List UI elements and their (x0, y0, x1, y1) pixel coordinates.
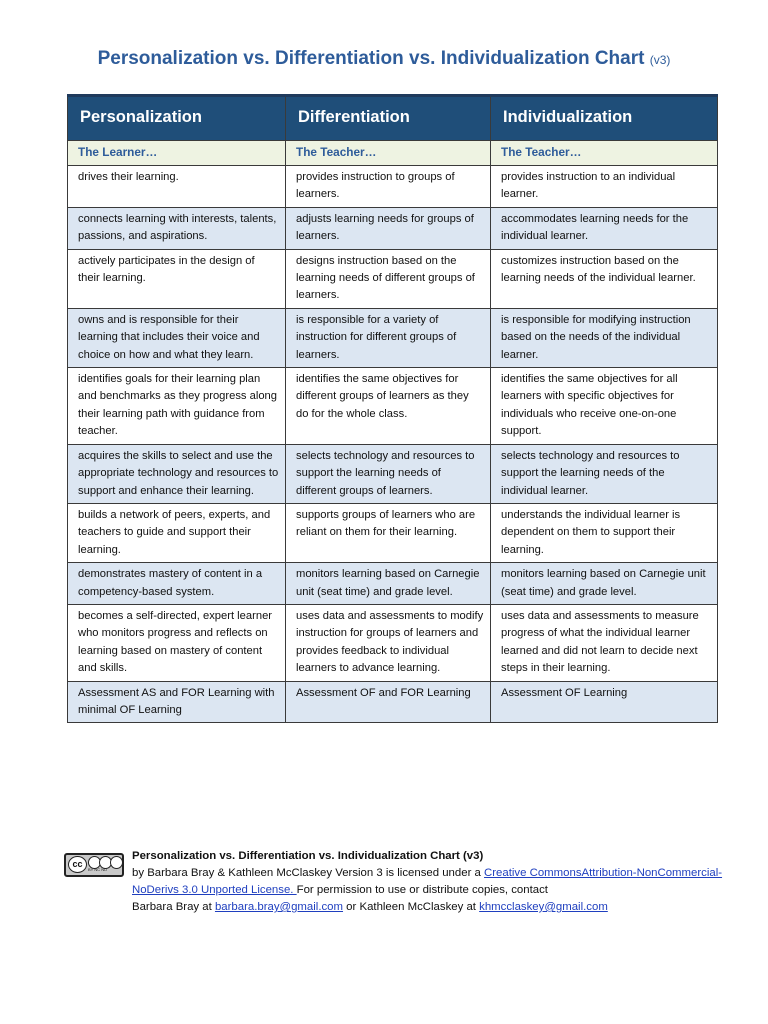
license-footer (64, 845, 724, 915)
table-cell: supports groups of learners who are reliant on them for their learning. (286, 503, 491, 562)
creative-commons-badge-icon (64, 853, 124, 877)
header-differentiation: Differentiation (286, 96, 491, 141)
subheader-cell: The Teacher… (491, 141, 718, 166)
table-cell: accommodates learning needs for the individual learner. (491, 207, 718, 249)
assessment-cell: Assessment OF Learning (491, 681, 718, 723)
table-cell: becomes a self-directed, expert learner who monitors progress and reflects on learning based on mastery of content and skills. (68, 604, 286, 681)
table-cell: is responsible for modifying instruction based on the needs of the individual learner. (491, 308, 718, 367)
contact-prefix: Barbara Bray at (132, 901, 215, 913)
license-prefix: by Barbara Bray & Kathleen McClaskey Version 3 is licensed under a (132, 867, 485, 879)
table-cell: customizes instruction based on the learning needs of the individual learner. (491, 249, 718, 308)
table-cell: monitors learning based on Carnegie unit (seat time) and grade level. (491, 563, 718, 605)
permission-text: For permission to use or distribute copies, contact (296, 884, 548, 896)
document-title (0, 48, 768, 70)
title-version: (v3) (649, 53, 671, 67)
subheader-cell: The Teacher… (286, 141, 491, 166)
comparison-table (67, 94, 718, 723)
table-cell: identifies the same objectives for different groups of learners as they do for the whole class. (286, 368, 491, 445)
cc-symbol: cc (68, 856, 87, 873)
table-cell: connects learning with interests, talents, passions, and aspirations. (68, 207, 286, 249)
header-personalization: Personalization (68, 96, 286, 141)
table-cell: provides instruction to an individual learner. (491, 166, 718, 208)
table-row (68, 503, 718, 562)
cc-badge-text: BY NC ND (88, 867, 108, 872)
table-cell: acquires the skills to select and use the appropriate technology and resources to support and enhance their learning. (68, 444, 286, 503)
table-cell: actively participates in the design of their learning. (68, 249, 286, 308)
license-body (132, 865, 724, 899)
table-cell: demonstrates mastery of content in a competency-based system. (68, 563, 286, 605)
email-link-barbara[interactable]: barbara.bray@gmail.com (214, 901, 344, 913)
table-cell: uses data and assessments to modify instruction for groups of learners and provides feedback to individual learners to advance learning. (286, 604, 491, 681)
email-link-kathleen[interactable]: khmcclaskey@gmail.com (479, 901, 608, 913)
assessment-cell: Assessment OF and FOR Learning (286, 681, 491, 723)
table-row (68, 604, 718, 681)
table-row (68, 249, 718, 308)
license-text (132, 848, 724, 916)
license-link[interactable]: Creative CommonsAttribution-NonCommercial-NoDerivs 3.0 Unported License. (132, 867, 723, 896)
table-cell: understands the individual learner is dependent on them to support their learning. (491, 503, 718, 562)
table-row (68, 563, 718, 605)
license-heading: Personalization vs. Differentiation vs. Individualization Chart (v3) (132, 850, 484, 862)
table-row (68, 368, 718, 445)
table-row (68, 166, 718, 208)
table-cell: is responsible for a variety of instruction for different groups of learners. (286, 308, 491, 367)
subheader-cell: The Learner… (68, 141, 286, 166)
table-cell: identifies the same objectives for all learners with specific objectives for individuals who receive one-on-one support. (491, 368, 718, 445)
title-text: Personalization vs. Differentiation vs. Individualization Chart (97, 48, 645, 69)
table-cell: uses data and assessments to measure progress of what the individual learner learned and did not learn to decide next steps in their learning. (491, 604, 718, 681)
table-cell: selects technology and resources to support the learning needs of different groups of learners. (286, 444, 491, 503)
table-cell: identifies goals for their learning plan and benchmarks as they progress along their learning path with guidance from teacher. (68, 368, 286, 445)
table-cell: drives their learning. (68, 166, 286, 208)
noderivs-icon (110, 856, 123, 869)
table-row (68, 444, 718, 503)
table-cell: provides instruction to groups of learners. (286, 166, 491, 208)
table-cell: builds a network of peers, experts, and teachers to guide and support their learning. (68, 503, 286, 562)
assessment-cell: Assessment AS and FOR Learning with minimal OF Learning (68, 681, 286, 723)
subheader-row (68, 141, 718, 166)
table-cell: selects technology and resources to support the learning needs of the individual learner. (491, 444, 718, 503)
assessment-row (68, 681, 718, 723)
table-cell: owns and is responsible for their learning that includes their voice and choice on how and what they learn. (68, 308, 286, 367)
contact-mid: or Kathleen McClaskey at (343, 901, 480, 913)
header-individualization: Individualization (491, 96, 718, 141)
table-row (68, 207, 718, 249)
contact-line (132, 899, 724, 916)
table-row (68, 308, 718, 367)
table-cell: adjusts learning needs for groups of learners. (286, 207, 491, 249)
table-cell: monitors learning based on Carnegie unit (seat time) and grade level. (286, 563, 491, 605)
header-row (68, 96, 718, 141)
table-cell: designs instruction based on the learning needs of different groups of learners. (286, 249, 491, 308)
